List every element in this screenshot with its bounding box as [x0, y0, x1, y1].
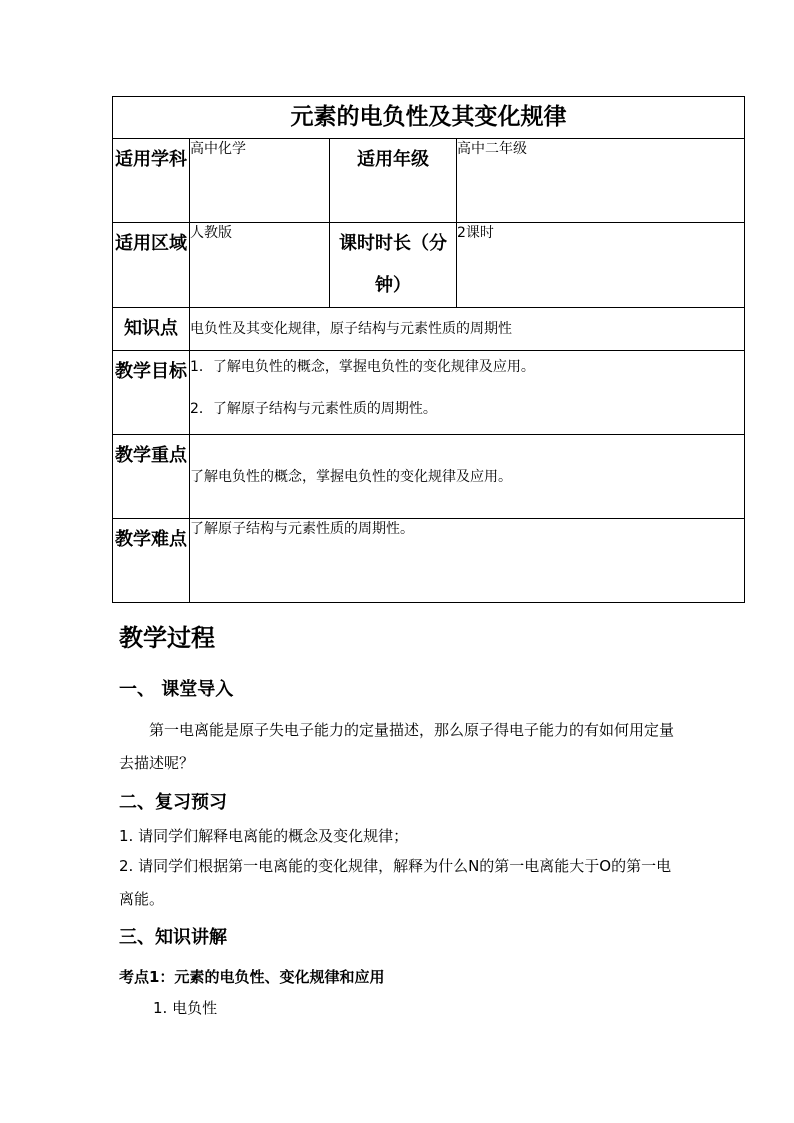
subject-label: 适用学科: [113, 139, 190, 223]
knowledge-value: 电负性及其变化规律，原子结构与元素性质的周期性: [190, 308, 745, 351]
grade-label: 适用年级: [330, 139, 457, 223]
kaodian-heading: 考点1：元素的电负性、变化规律和应用: [119, 968, 385, 986]
region-label: 适用区域: [113, 223, 190, 308]
review-item: 1. 请同学们解释电离能的概念及变化规律；: [119, 827, 409, 845]
difficulties-label: 教学难点: [113, 519, 190, 603]
subject-value: 高中化学: [190, 139, 330, 223]
knowledge-label: 知识点: [113, 308, 190, 351]
goals-value: [190, 351, 745, 435]
goals-label: 教学目标: [113, 351, 190, 435]
region-value: 人教版: [190, 223, 330, 308]
section-heading: 一、 课堂导入: [119, 679, 234, 700]
goal-item: 2．了解原子结构与元素性质的周期性。: [190, 401, 437, 417]
grade-value: 高中二年级: [457, 139, 745, 223]
duration-label: 课时时长（分钟）: [330, 223, 457, 308]
review-item: 2. 请同学们根据第一电离能的变化规律，解释为什么N的第一电离能大于O的第一电离能。: [119, 857, 672, 908]
process-title: 教学过程: [119, 624, 215, 652]
difficulties-value: 了解原子结构与元素性质的周期性。: [190, 519, 745, 603]
section-heading: 三、知识讲解: [119, 927, 227, 948]
section-heading: 二、复习预习: [119, 792, 227, 813]
key-points-label: 教学重点: [113, 435, 190, 519]
intro-paragraph: 第一电离能是原子失电子能力的定量描述，那么原子得电子能力的有如何用定量去描述呢？: [119, 721, 675, 772]
duration-value: 2课时: [457, 223, 745, 308]
lesson-title: 元素的电负性及其变化规律: [113, 97, 745, 139]
key-points-value: 了解电负性的概念，掌握电负性的变化规律及应用。: [190, 435, 745, 519]
goal-item: 1．了解电负性的概念，掌握电负性的变化规律及应用。: [190, 359, 535, 375]
subheading: 1. 电负性: [153, 999, 218, 1017]
lesson-info-table: [112, 96, 745, 603]
